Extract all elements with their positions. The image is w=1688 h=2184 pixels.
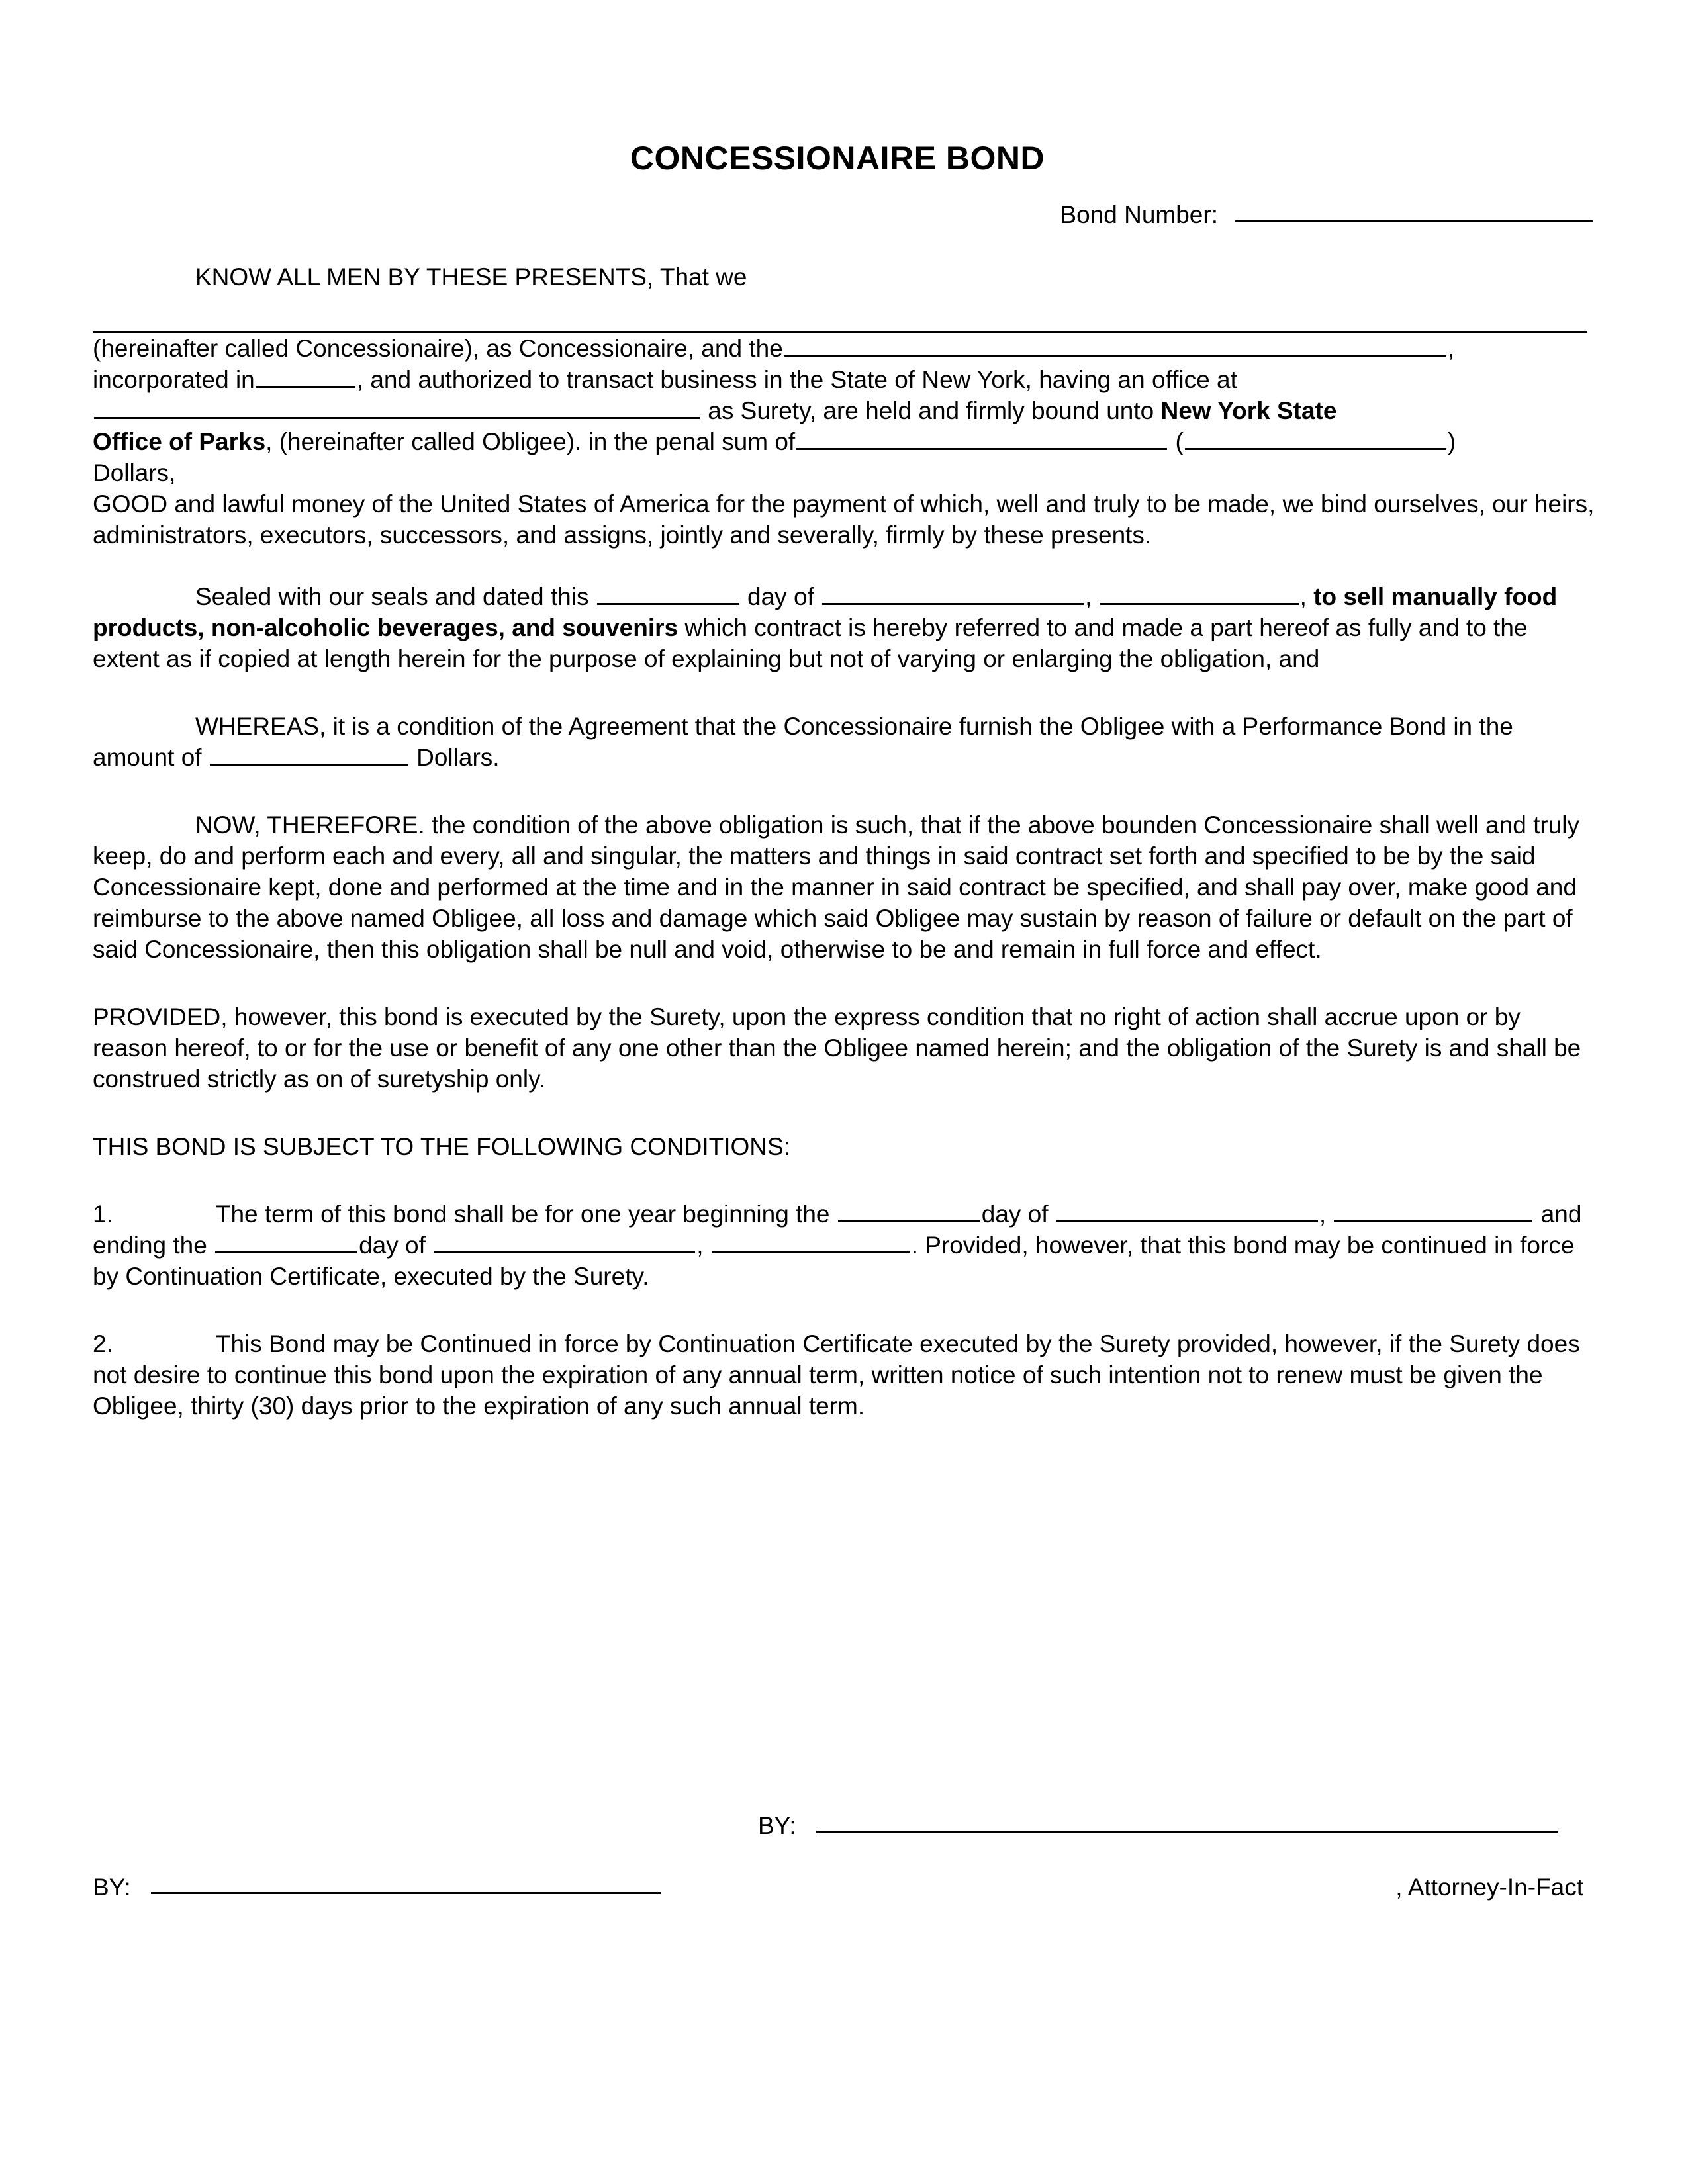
sealed-paragraph: Sealed with our seals and dated this day of , , to sell manually food products, non-alcoholic beverages, and souvenirs which contract is hereby referred to and made a part hereof as fully and to the extent as if copied at length herein for the purpose of explaining but not of varying or enlarging the obligation, and [93,583,1558,672]
end-day-blank[interactable] [215,1235,357,1253]
sealed-text-rest: which contract is hereby referred to and made a part hereof as fully and to the extent as if copied at length herein for the purpose of explaining but not of varying or enlarging the obligation, and [93,614,1528,672]
sealed-text-part1: Sealed with our seals and dated this [195,583,589,610]
document-body [93,0,1595,1422]
recital-line-1-comma: , [1447,335,1455,362]
performance-bond-amount-blank[interactable] [210,747,408,766]
condition-item-2 [93,1328,1595,1422]
condition-1-seg7: . Provided, however, that this bond may be continued in force by Continuation Certificate, executed by the Surety. [93,1232,1575,1290]
begin-month-blank[interactable] [1056,1204,1318,1222]
now-therefore-paragraph [93,809,1595,965]
end-year-blank[interactable] [712,1235,910,1253]
whereas-text-part1: WHEREAS, it is a condition of the Agreement that the Concessionaire furnish the Obligee with a Performance Bond in the amount of [93,713,1513,771]
bond-number-row [93,203,1595,227]
surety-by-label: BY: [758,1812,796,1839]
sealed-bold-run-1: to sell manually food [1313,583,1558,610]
office-address-blank[interactable] [94,400,700,419]
condition-1-seg6: , [696,1232,704,1259]
attorney-in-fact-label: , Attorney-In-Fact [1395,1874,1583,1901]
recital-line-3-text: as Surety, are held and firmly bound unto [708,397,1154,424]
obligee-name-part2: Office of Parks [93,428,266,455]
surety-name-blank[interactable] [784,338,1446,357]
dollars-label: Dollars, [93,459,176,486]
end-month-blank[interactable] [434,1235,695,1253]
surety-signature-row [93,1813,1595,1838]
conditions-heading-text: THIS BOND IS SUBJECT TO THE FOLLOWING CONDITIONS: [93,1133,790,1160]
recital-line-2-text: , and authorized to transact business in the State of New York, having an office at [356,366,1237,393]
provided-paragraph [93,1001,1595,1095]
whereas-paragraph [93,711,1595,773]
sealed-month-blank[interactable] [822,586,1084,605]
condition-1-seg3: , [1319,1201,1327,1228]
penal-sum-words-blank[interactable] [796,432,1167,450]
condition-1-seg4: and ending the [93,1201,1582,1259]
recital-line-2 [93,364,1595,395]
condition-1-seg1: The term of this bond shall be for one year beginning the [215,1201,830,1228]
page-title: CONCESSIONAIRE BOND [630,140,1045,177]
now-therefore-text: NOW, THEREFORE. the condition of the above obligation is such, that if the above bounden Concessionaire shall well and truly keep, do and perform each and every, all and singular, the matters and things in said contract set forth and specified to be by the said Concessionaire kept, done and performed at the time and in the manner in said contract be specified, and shall pay over, make good and reimburse to the above named Obligee, all loss and damage which said Obligee may sustain by reason of failure or default on the part of said Concessionaire, then this obligation shall be null and void, otherwise to be and remain in full force and effect. [93,811,1579,963]
condition-item-1 [93,1199,1595,1292]
good-and-lawful-money-text: GOOD and lawful money of the United States of America for the payment of which, well and truly to be made, we bind ourselves, our heirs, administrators, executors, successors, and assigns, jointly and severally, firmly by these presents. [93,490,1595,549]
sealed-bold-run-2: products, non-alcoholic beverages, and souvenirs [93,614,679,641]
know-all-men-line [93,261,1595,293]
concessionaire-signature-blank[interactable] [151,1891,661,1894]
incorporated-in-blank[interactable] [256,369,355,388]
whereas-dollars-label: Dollars. [416,744,500,771]
condition-2-number: 2. [93,1330,113,1357]
condition-1-seg5: day of [359,1232,426,1259]
penal-sum-figures-blank[interactable] [1185,432,1446,450]
concessionaire-by-label: BY: [93,1874,131,1901]
obligee-name-part1: New York State [1160,397,1337,424]
provided-text: PROVIDED, however, this bond is executed by the Surety, upon the express condition that no right of action shall accrue upon or by reason hereof, to or for the use or benefit of any one other than the Obligee named herein; and the obligation of the Surety is and shall be construed strictly as on of suretyship only. [93,1003,1581,1093]
penal-sum-label: , (hereinafter called Obligee). in the penal sum of [265,428,796,455]
conditions-heading [93,1131,1595,1162]
condition-1-seg2: day of [981,1201,1049,1228]
recital-line-1-text: (hereinafter called Concessionaire), as Concessionaire, and the [93,335,783,362]
condition-2-text: This Bond may be Continued in force by Continuation Certificate executed by the Surety provided, however, if the Surety does not desire to continue this bond upon the expiration of any annual term, written notice of such intention not to renew must be given the Obligee, thirty (30) days prior to the expiration of any such annual term. [93,1330,1580,1420]
surety-signature-blank[interactable] [816,1830,1558,1833]
condition-1-number: 1. [93,1201,113,1228]
know-all-men-text: KNOW ALL MEN BY THESE PRESENTS, That we [195,263,747,291]
recital-line-6 [93,488,1595,551]
signature-block [93,1813,1595,1899]
begin-year-blank[interactable] [1334,1204,1532,1222]
incorporated-in-label: incorporated in [93,366,255,393]
sealed-day-of-label: day of [747,583,814,610]
concessionaire-signature-row [93,1875,1595,1899]
recital-line-4: Office of Parks, (hereinafter called Obligee). in the penal sum of ( ) [93,428,1456,455]
begin-day-blank[interactable] [838,1204,980,1222]
sealed-day-blank[interactable] [597,586,739,605]
recital-line-5 [93,457,1595,488]
bond-number-blank[interactable] [1235,220,1593,222]
sealed-year-blank[interactable] [1100,586,1299,605]
bond-number-label: Bond Number: [1060,201,1218,228]
recital-line-3 [93,395,1595,426]
recital-line-1 [93,333,1595,364]
